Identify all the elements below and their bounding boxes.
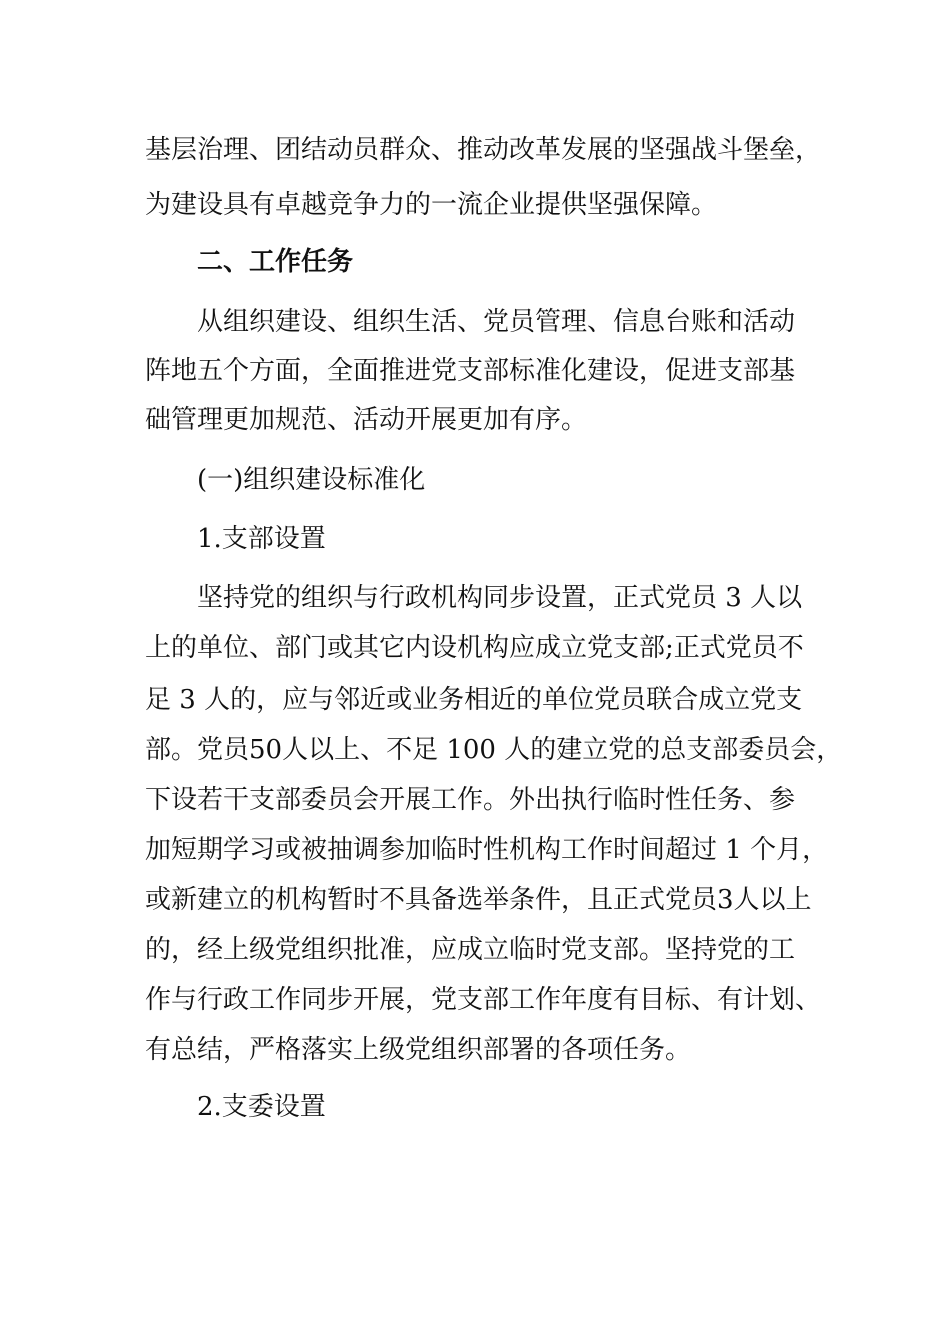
paragraph-line: 础管理更加规范、活动开展更加有序。 [145,405,588,435]
subsection-heading: (一)组织建设标准化 [197,465,426,495]
paragraph-line: 或新建立的机构暂时不具备选举条件，且正式党员3人以上 [145,885,812,915]
paragraph-line: 加短期学习或被抽调参加临时性机构工作时间超过 1 个月， [145,835,829,865]
paragraph-line: 下设若干支部委员会开展工作。外出执行临时性任务、参 [145,785,796,815]
paragraph-line: 为建设具有卓越竞争力的一流企业提供坚强保障。 [145,190,718,220]
subsection-heading: 1.支部设置 [197,524,326,554]
paragraph-line: 部。党员50人以上、不足 100 人的建立党的总支部委员会， [145,735,843,765]
paragraph-line: 上的单位、部门或其它内设机构应成立党支部;正式党员不 [145,633,804,663]
section-heading: 二、工作任务 [197,247,354,277]
paragraph-line: 有总结，严格落实上级党组织部署的各项任务。 [145,1035,692,1065]
paragraph-line: 足 3 人的，应与邻近或业务相近的单位党员联合成立党支 [145,685,803,715]
paragraph-line: 基层治理、团结动员群众、推动改革发展的坚强战斗堡垒， [145,135,822,165]
paragraph-line: 阵地五个方面，全面推进党支部标准化建设，促进支部基 [145,356,796,386]
subsection-heading: 2.支委设置 [197,1092,326,1122]
paragraph-line: 作与行政工作同步开展，党支部工作年度有目标、有计划、 [145,985,822,1015]
paragraph-line: 的，经上级党组织批准，应成立临时党支部。坚持党的工 [145,935,796,965]
paragraph-line: 坚持党的组织与行政机构同步设置，正式党员 3 人以 [197,583,803,613]
paragraph-line: 从组织建设、组织生活、党员管理、信息台账和活动 [197,307,796,337]
